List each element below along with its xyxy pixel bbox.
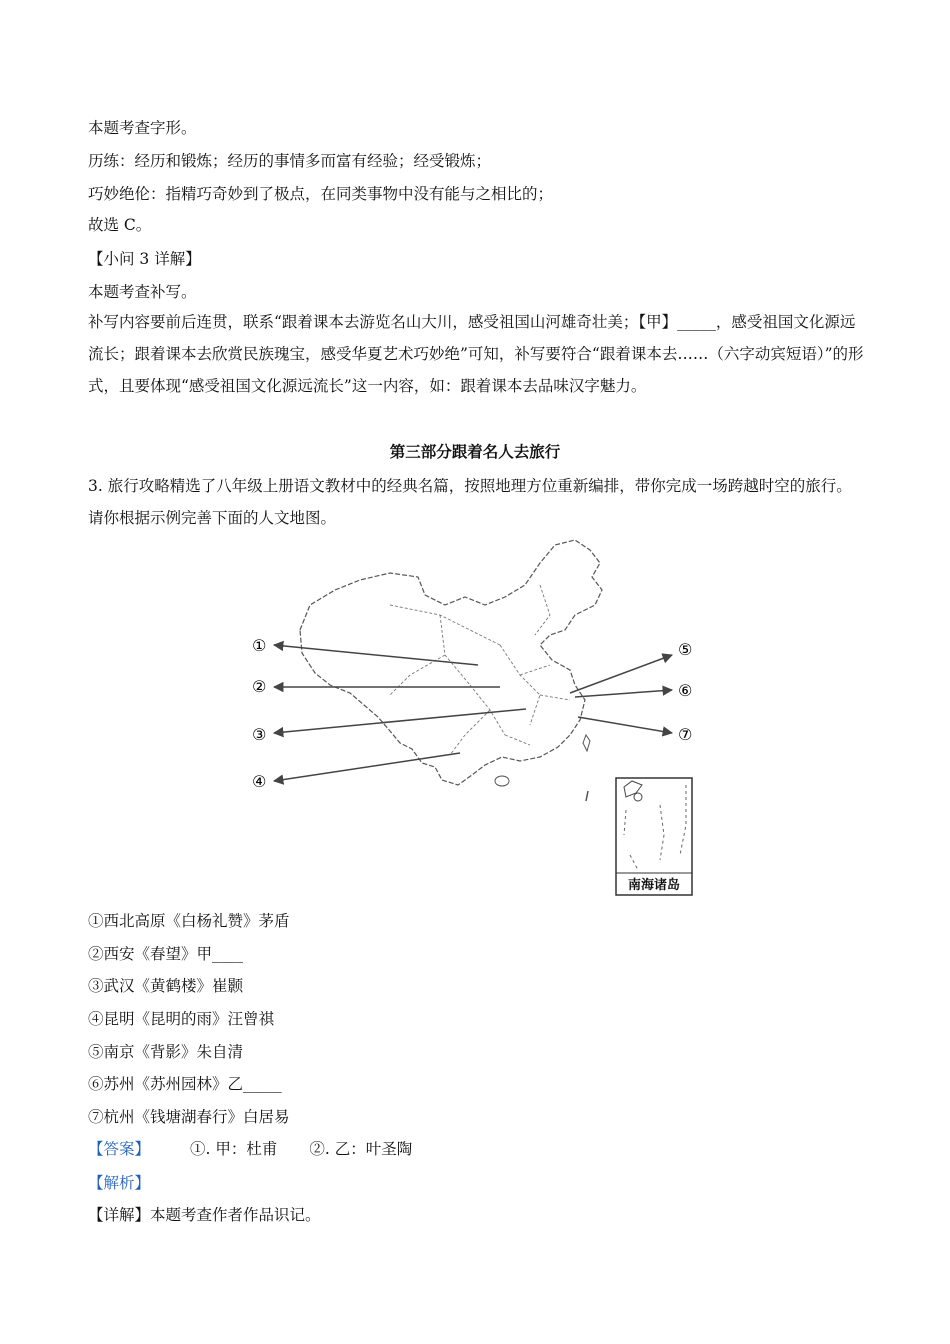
taiwan-island xyxy=(583,735,590,751)
arrow-3 xyxy=(274,709,526,733)
list-item: ⑥苏州《苏州园林》乙_____ xyxy=(88,1075,282,1093)
marker-label-2: ② xyxy=(252,677,267,696)
arrow-5 xyxy=(570,655,672,693)
section-heading: 第三部分跟着名人去旅行 xyxy=(389,442,561,461)
analysis-label: 【解析】 xyxy=(88,1174,151,1192)
marker-label-4: ④ xyxy=(252,772,267,791)
detail-line: 【详解】本题考查作者作品识记。 xyxy=(88,1206,321,1224)
south-china-sea-inset xyxy=(616,778,692,895)
arrow-7 xyxy=(578,717,672,733)
subquestion-heading: 【小问 3 详解】 xyxy=(88,250,201,268)
arrow-1 xyxy=(274,645,478,665)
inset-label: 南海诸岛 xyxy=(627,878,681,893)
marker-label-1: ① xyxy=(252,636,267,655)
arrow-6 xyxy=(575,690,672,697)
text-line: 故选 C。 xyxy=(88,216,152,234)
list-item: ④昆明《昆明的雨》汪曾祺 xyxy=(88,1010,275,1028)
list-item: ⑤南京《背影》朱自清 xyxy=(88,1043,244,1061)
answer-label: 【答案】 xyxy=(88,1140,151,1158)
list-item: ⑦杭州《钱塘湖春行》白居易 xyxy=(88,1108,290,1126)
text-line: 本题考查字形。 xyxy=(88,119,197,137)
province-lines xyxy=(390,585,570,755)
text-line: 历练：经历和锻炼；经历的事情多而富有经验；经受锻炼； xyxy=(88,152,492,170)
text-line: 本题考查补写。 xyxy=(88,283,197,301)
marker-label-6: ⑥ xyxy=(678,681,693,700)
list-item: ③武汉《黄鹤楼》崔颢 xyxy=(88,977,244,995)
marker-label-5: ⑤ xyxy=(678,640,693,659)
arrow-4 xyxy=(274,753,460,781)
marker-label-3: ③ xyxy=(252,725,267,744)
answer-line xyxy=(88,1138,412,1160)
marker-label-7: ⑦ xyxy=(678,725,693,744)
text-line: 巧妙绝伦：指精巧奇妙到了极点，在同类事物中没有能与之相比的； xyxy=(88,185,554,203)
list-item: ①西北高原《白杨礼赞》茅盾 xyxy=(88,912,290,930)
china-map-figure xyxy=(240,535,710,900)
question-text: 3. 旅行攻略精选了八年级上册语文教材中的经典名篇，按照地理方位重新编排，带你完成一场跨越时空的旅行。请你根据示例完善下面的人文地图。 xyxy=(88,477,852,527)
answer-part-1: ①. 甲：杜甫 xyxy=(190,1140,278,1158)
explanation-paragraph: 补写内容要前后连贯，联系“跟着课本去游览名山大川，感受祖国山河雄奇壮美；【甲】_____，感受祖国文化源远流长；跟着课本去欣赏民族瑰宝，感受华夏艺术巧妙绝”可知，补写要符合“跟着课本去……（六字动宾短语）”的形式，且要体现“感受祖国文化源远流长”这一内容，如：跟着课本去品味汉字魅力。 xyxy=(88,313,864,395)
hainan-island xyxy=(495,776,509,786)
answer-part-2: ②. 乙：叶圣陶 xyxy=(309,1140,413,1158)
list-item: ②西安《春望》甲____ xyxy=(88,945,244,963)
